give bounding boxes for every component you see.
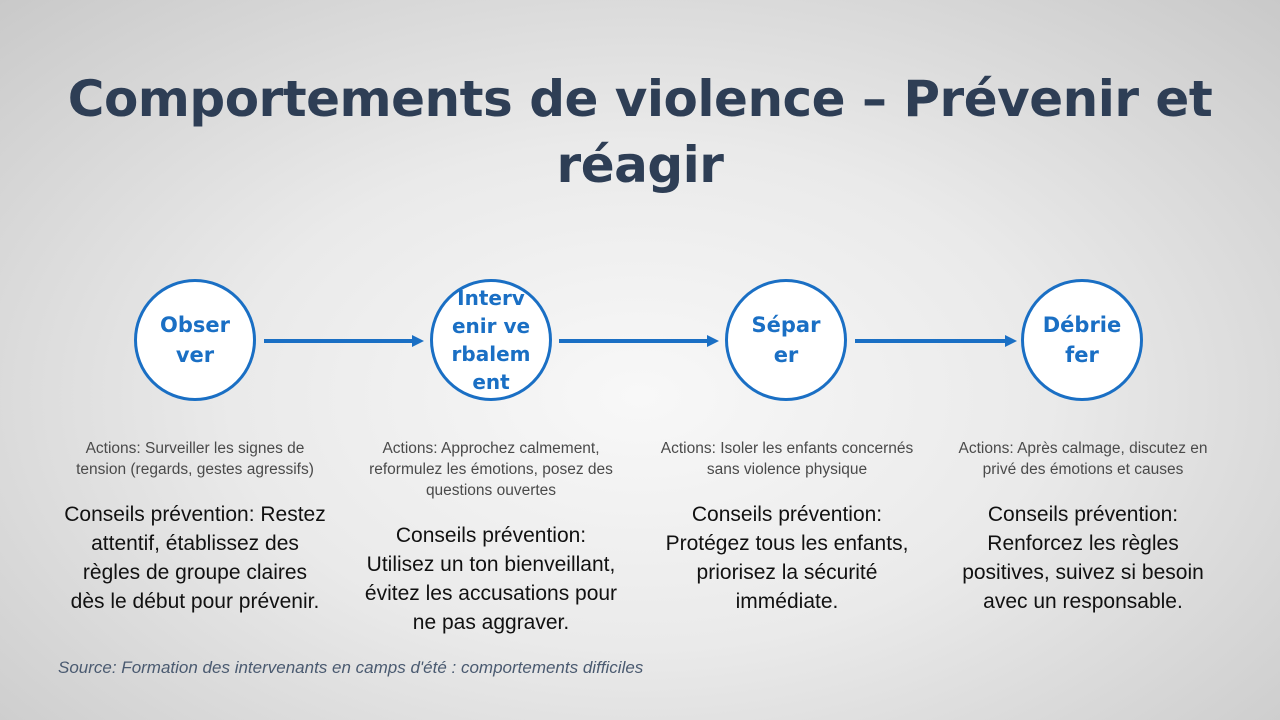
step-tips-separer: Conseils prévention: Protégez tous les enfants, priorisez la sécurité immédiate. — [665, 503, 909, 613]
step-circle-intervenir-verbalement — [430, 279, 552, 401]
step-circle-debriefer — [1021, 279, 1143, 401]
step-label-intervenir-verbalement: Intervenir verbalement — [451, 286, 531, 394]
source-citation: Source: Formation des intervenants en camps d'été : comportements difficiles — [58, 658, 644, 677]
arrow-observer-to-intervenir — [264, 335, 424, 347]
step-tips-debriefer: Conseils prévention: Renforcez les règles positives, suivez si besoin avec un responsable. — [962, 503, 1204, 613]
step-actions-separer: Actions: Isoler les enfants concernés sans violence physique — [660, 440, 914, 478]
arrow-intervenir-to-separer — [559, 335, 719, 347]
step-actions-intervenir-verbalement: Actions: Approchez calmement, reformulez les émotions, posez des questions ouvertes — [369, 440, 613, 499]
step-label-debriefer: Débriefer — [1042, 313, 1122, 367]
step-circle-separer — [725, 279, 847, 401]
step-actions-observer: Actions: Surveiller les signes de tension (regards, gestes agressifs) — [76, 440, 314, 478]
step-tips-observer: Conseils prévention: Restez attentif, établissez des règles de groupe claires dès le début pour prévenir. — [64, 503, 326, 613]
arrow-separer-to-debriefer — [855, 335, 1017, 347]
slide-title: Comportements de violence – Prévenir et réagir — [67, 70, 1213, 194]
step-actions-debriefer: Actions: Après calmage, discutez en privé des émotions et causes — [958, 440, 1208, 478]
step-label-observer: Observer — [160, 313, 230, 367]
step-circle-observer — [134, 279, 256, 401]
step-tips-intervenir-verbalement: Conseils prévention: Utilisez un ton bienveillant, évitez les accusations pour ne pas aggraver. — [364, 524, 618, 634]
step-label-separer: Séparer — [751, 313, 821, 367]
